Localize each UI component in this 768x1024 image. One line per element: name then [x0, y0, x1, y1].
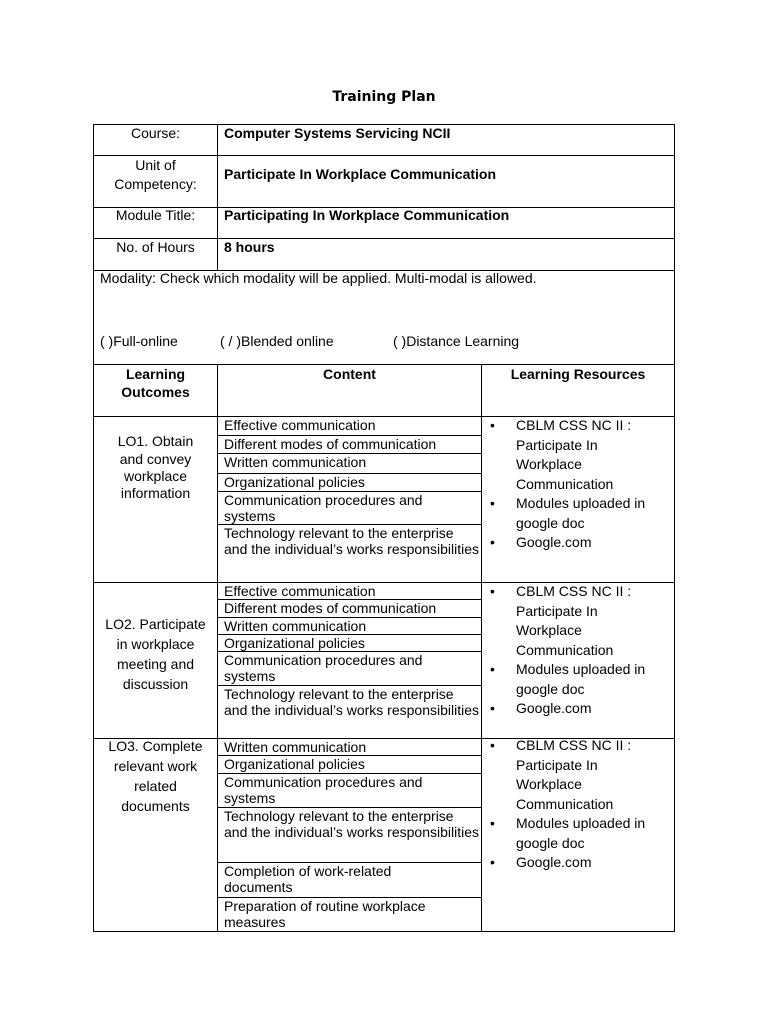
lo2-outcome-line-4: discussion — [122, 676, 189, 692]
outcomes-header-line-1: Learning — [125, 366, 186, 382]
resources-header: Learning Resources — [510, 366, 646, 382]
lo1-content-item-6: Technology relevant to the enterprise and the individual’s works responsibilities — [217, 524, 482, 583]
lo3-resource-1: • CBLM CSS NC II : Participate In Workplace Communication — [481, 736, 675, 814]
unit-value: Participate In Workplace Communication — [224, 166, 497, 182]
lo1-resources-list — [481, 416, 675, 553]
lo1-content-item-5: Communication procedures and systems — [217, 491, 482, 525]
lo3-outcome-line-1: LO3. Complete — [108, 738, 203, 754]
modality-option-full-online: ( )Full-online — [100, 333, 178, 349]
modality-option-distance-learning: ( )Distance Learning — [393, 333, 520, 349]
unit-label-line-1: Unit of — [135, 157, 176, 173]
lo3-content-item-5: Completion of work-related documents — [217, 862, 482, 898]
lo1-outcome-line-1: LO1. Obtain — [117, 433, 194, 449]
lo2-resource-2: • Modules uploaded in google doc — [481, 660, 675, 699]
modality-option-blended-online: ( / )Blended online — [220, 333, 334, 349]
lo2-content-item-2: Different modes of communication — [217, 599, 482, 618]
lo2-outcome-line-1: LO2. Participate — [105, 616, 206, 632]
hours-label: No. of Hours — [116, 239, 195, 255]
lo2-outcome-line-2: in workplace — [116, 636, 195, 652]
lo3-content-item-2: Organizational policies — [217, 755, 482, 774]
course-value: Computer Systems Servicing NCII — [224, 125, 451, 141]
module-label: Module Title: — [115, 207, 196, 223]
lo2-resource-3: • Google.com — [481, 699, 675, 719]
lo3-resources-list — [481, 736, 675, 873]
lo3-resource-3: • Google.com — [481, 853, 675, 873]
lo1-content-item-2: Different modes of communication — [217, 435, 482, 454]
page-title: Training Plan — [332, 89, 436, 105]
lo1-resource-2: • Modules uploaded in google doc — [481, 494, 675, 533]
hours-value-cell — [217, 238, 675, 271]
lo2-content-item-4: Organizational policies — [217, 634, 482, 652]
lo3-resource-2: • Modules uploaded in google doc — [481, 814, 675, 853]
lo2-outcome — [93, 614, 218, 694]
lo2-resource-1: • CBLM CSS NC II : Participate In Workplace Communication — [481, 582, 675, 660]
lo1-outcome-line-3: workplace — [123, 468, 188, 484]
lo3-outcome — [93, 736, 218, 816]
lo2-outcome-line-3: meeting and — [116, 656, 195, 672]
lo1-content-item-4: Organizational policies — [217, 473, 482, 492]
lo3-content-item-4: Technology relevant to the enterprise and the individual’s works responsibilities — [217, 807, 482, 863]
module-value: Participating In Workplace Communication — [224, 207, 510, 223]
lo2-content-item-3: Written communication — [217, 617, 482, 635]
lo2-content-item-6: Technology relevant to the enterprise and the individual’s works responsibilities — [217, 685, 482, 739]
lo1-resource-3: • Google.com — [481, 533, 675, 553]
outcomes-header-line-2: Outcomes — [121, 384, 190, 400]
lo1-resource-1: • CBLM CSS NC II : Participate In Workplace Communication — [481, 416, 675, 494]
lo3-outcome-line-3: related — [134, 778, 177, 794]
content-header: Content — [323, 366, 376, 382]
lo3-outcome-line-2: relevant work — [113, 758, 198, 774]
lo1-content-item-1: Effective communication — [217, 416, 482, 436]
course-label: Course: — [130, 125, 181, 141]
unit-label-line-2: Competency: — [114, 176, 197, 192]
lo3-content-item-6: Preparation of routine workplace measures — [217, 897, 482, 932]
lo1-outcome — [93, 432, 218, 502]
modality-text: Modality: Check which modality will be applied. Multi-modal is allowed. — [100, 270, 537, 286]
lo1-outcome-line-4: information — [120, 485, 191, 501]
lo3-content-item-3: Communication procedures and systems — [217, 773, 482, 808]
lo1-content-item-3: Written communication — [217, 453, 482, 474]
lo2-resources-list — [481, 582, 675, 719]
lo2-content-item-1: Effective communication — [217, 582, 482, 600]
lo2-content-item-5: Communication procedures and systems — [217, 651, 482, 686]
lo3-outcome-line-4: documents — [121, 798, 190, 814]
lo3-content-item-1: Written communication — [217, 738, 482, 756]
hours-value: 8 hours — [224, 239, 275, 255]
lo1-outcome-line-2: and convey — [119, 451, 192, 467]
